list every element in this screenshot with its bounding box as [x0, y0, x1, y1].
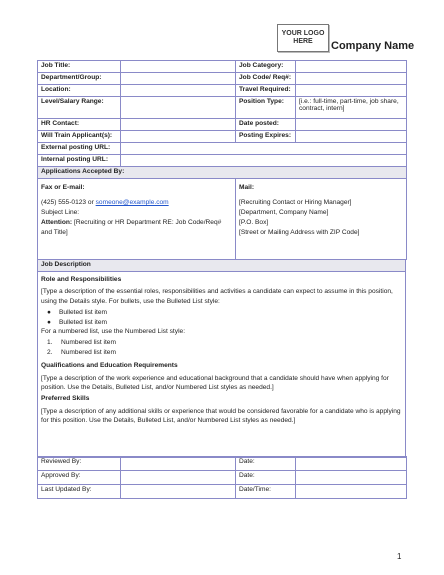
hr-contact-label: HR Contact: — [38, 119, 121, 131]
job-category-label: Job Category: — [236, 61, 296, 73]
reviewed-by-value[interactable] — [121, 457, 236, 471]
logo-text-line1: YOUR LOGO — [281, 30, 325, 37]
numbered-intro: For a numbered list, use the Numbered List style: — [41, 328, 186, 336]
approved-by-value[interactable] — [121, 471, 236, 485]
logo-text-line2: HERE — [293, 38, 313, 45]
number-mark: 2. — [47, 348, 53, 356]
level-salary-label: Level/Salary Range: — [38, 97, 121, 119]
approval-date-label: Date: — [236, 471, 296, 485]
bullet-text: Bulleted list item — [59, 309, 108, 317]
travel-required-label: Travel Required: — [236, 85, 296, 97]
approved-by-label: Approved By: — [38, 471, 121, 485]
travel-required-value[interactable] — [296, 85, 407, 97]
fax-email-section — [38, 179, 236, 260]
phone-number: (425) 555-0123 or — [41, 199, 96, 206]
job-code-value[interactable] — [296, 73, 407, 85]
attention-line — [41, 218, 232, 238]
posting-expires-label: Posting Expires: — [236, 131, 296, 143]
date-time-value[interactable] — [296, 485, 407, 499]
location-label: Location: — [38, 85, 121, 97]
bullet-item — [41, 308, 402, 317]
qualifications-text: [Type a description of the work experience and educational background that a candidate should have when applying for position. Use the Details, Bulleted List, and/or Numbered List styles as needed.] — [41, 374, 389, 392]
number-mark: 1. — [47, 339, 53, 347]
location-value[interactable] — [121, 85, 236, 97]
job-fields-table — [37, 60, 407, 260]
external-url-value[interactable] — [121, 143, 407, 155]
page-number: 1 — [397, 552, 402, 561]
mail-line: [Street or Mailing Address with ZIP Code] — [239, 229, 360, 236]
review-date-label: Date: — [236, 457, 296, 471]
position-type-value[interactable]: [i.e.: full-time, part-time, job share, contract, intern] — [296, 97, 407, 119]
mail-section — [236, 179, 407, 260]
bullet-item — [41, 318, 402, 327]
mail-line: [P.O. Box] — [239, 219, 269, 226]
job-description-body[interactable] — [38, 272, 406, 458]
department-label: Department/Group: — [38, 73, 121, 85]
preferred-skills-text: [Type a description of any additional skills or experience that would be considered favorable for a candidate who is applying for this position. Use the Details, Bulleted List, and/or Numbered List styles as needed.] — [41, 407, 401, 425]
numbered-item — [41, 348, 402, 357]
date-posted-value[interactable] — [296, 119, 407, 131]
job-title-value[interactable] — [121, 61, 236, 73]
hr-contact-value[interactable] — [121, 119, 236, 131]
mail-heading: Mail: — [239, 184, 255, 191]
attention-label: Attention: — [41, 219, 73, 226]
bullet-icon: ● — [47, 318, 51, 326]
position-type-label: Position Type: — [236, 97, 296, 119]
qualifications-heading: Qualifications and Education Requirements — [41, 362, 178, 370]
email-link[interactable]: someone@example.com — [95, 199, 169, 206]
bullet-icon: ● — [47, 309, 51, 317]
job-title-label: Job Title: — [38, 61, 121, 73]
level-salary-value[interactable] — [121, 97, 236, 119]
roles-heading: Role and Responsibilities — [41, 276, 122, 283]
job-description-heading: Job Description — [38, 260, 406, 272]
review-date-value[interactable] — [296, 457, 407, 471]
attention-value: [Recruiting or HR Department RE: Job Code/Req# and Title] — [41, 219, 222, 236]
mail-line: [Department, Company Name] — [239, 209, 329, 216]
fax-email-heading: Fax or E-mail: — [41, 184, 85, 191]
numbered-text: Numbered list item — [61, 339, 116, 347]
will-train-value[interactable] — [121, 131, 236, 143]
department-value[interactable] — [121, 73, 236, 85]
roles-text: [Type a description of the essential roles, responsibilities and activities a candidate can expect to assume in this position, using the Details style. For bullets, use the Bulleted List style: — [41, 288, 393, 305]
last-updated-by-value[interactable] — [121, 485, 236, 499]
external-url-label: External posting URL: — [38, 143, 121, 155]
numbered-text: Numbered list item — [61, 348, 116, 356]
subject-line-label: Subject Line: — [41, 209, 80, 216]
numbered-item — [41, 338, 402, 347]
approval-date-value[interactable] — [296, 471, 407, 485]
date-posted-label: Date posted: — [236, 119, 296, 131]
date-time-label: Date/Time: — [236, 485, 296, 499]
job-description-table — [37, 259, 406, 458]
logo-placeholder — [277, 24, 329, 52]
job-code-label: Job Code/ Req#: — [236, 73, 296, 85]
last-updated-by-label: Last Updated By: — [38, 485, 121, 499]
internal-url-value[interactable] — [121, 155, 407, 167]
bullet-text: Bulleted list item — [59, 318, 108, 326]
posting-expires-value[interactable] — [296, 131, 407, 143]
applications-heading: Applications Accepted By: — [38, 167, 407, 179]
internal-url-label: Internal posting URL: — [38, 155, 121, 167]
job-category-value[interactable] — [296, 61, 407, 73]
signoff-table — [37, 456, 407, 499]
phone-email-line — [41, 198, 232, 208]
preferred-skills-heading: Preferred Skills — [41, 395, 90, 403]
reviewed-by-label: Reviewed By: — [38, 457, 121, 471]
company-name: Company Name — [331, 40, 415, 52]
mail-line: [Recruiting Contact or Hiring Manager] — [239, 199, 352, 206]
will-train-label: Will Train Applicant(s): — [38, 131, 121, 143]
